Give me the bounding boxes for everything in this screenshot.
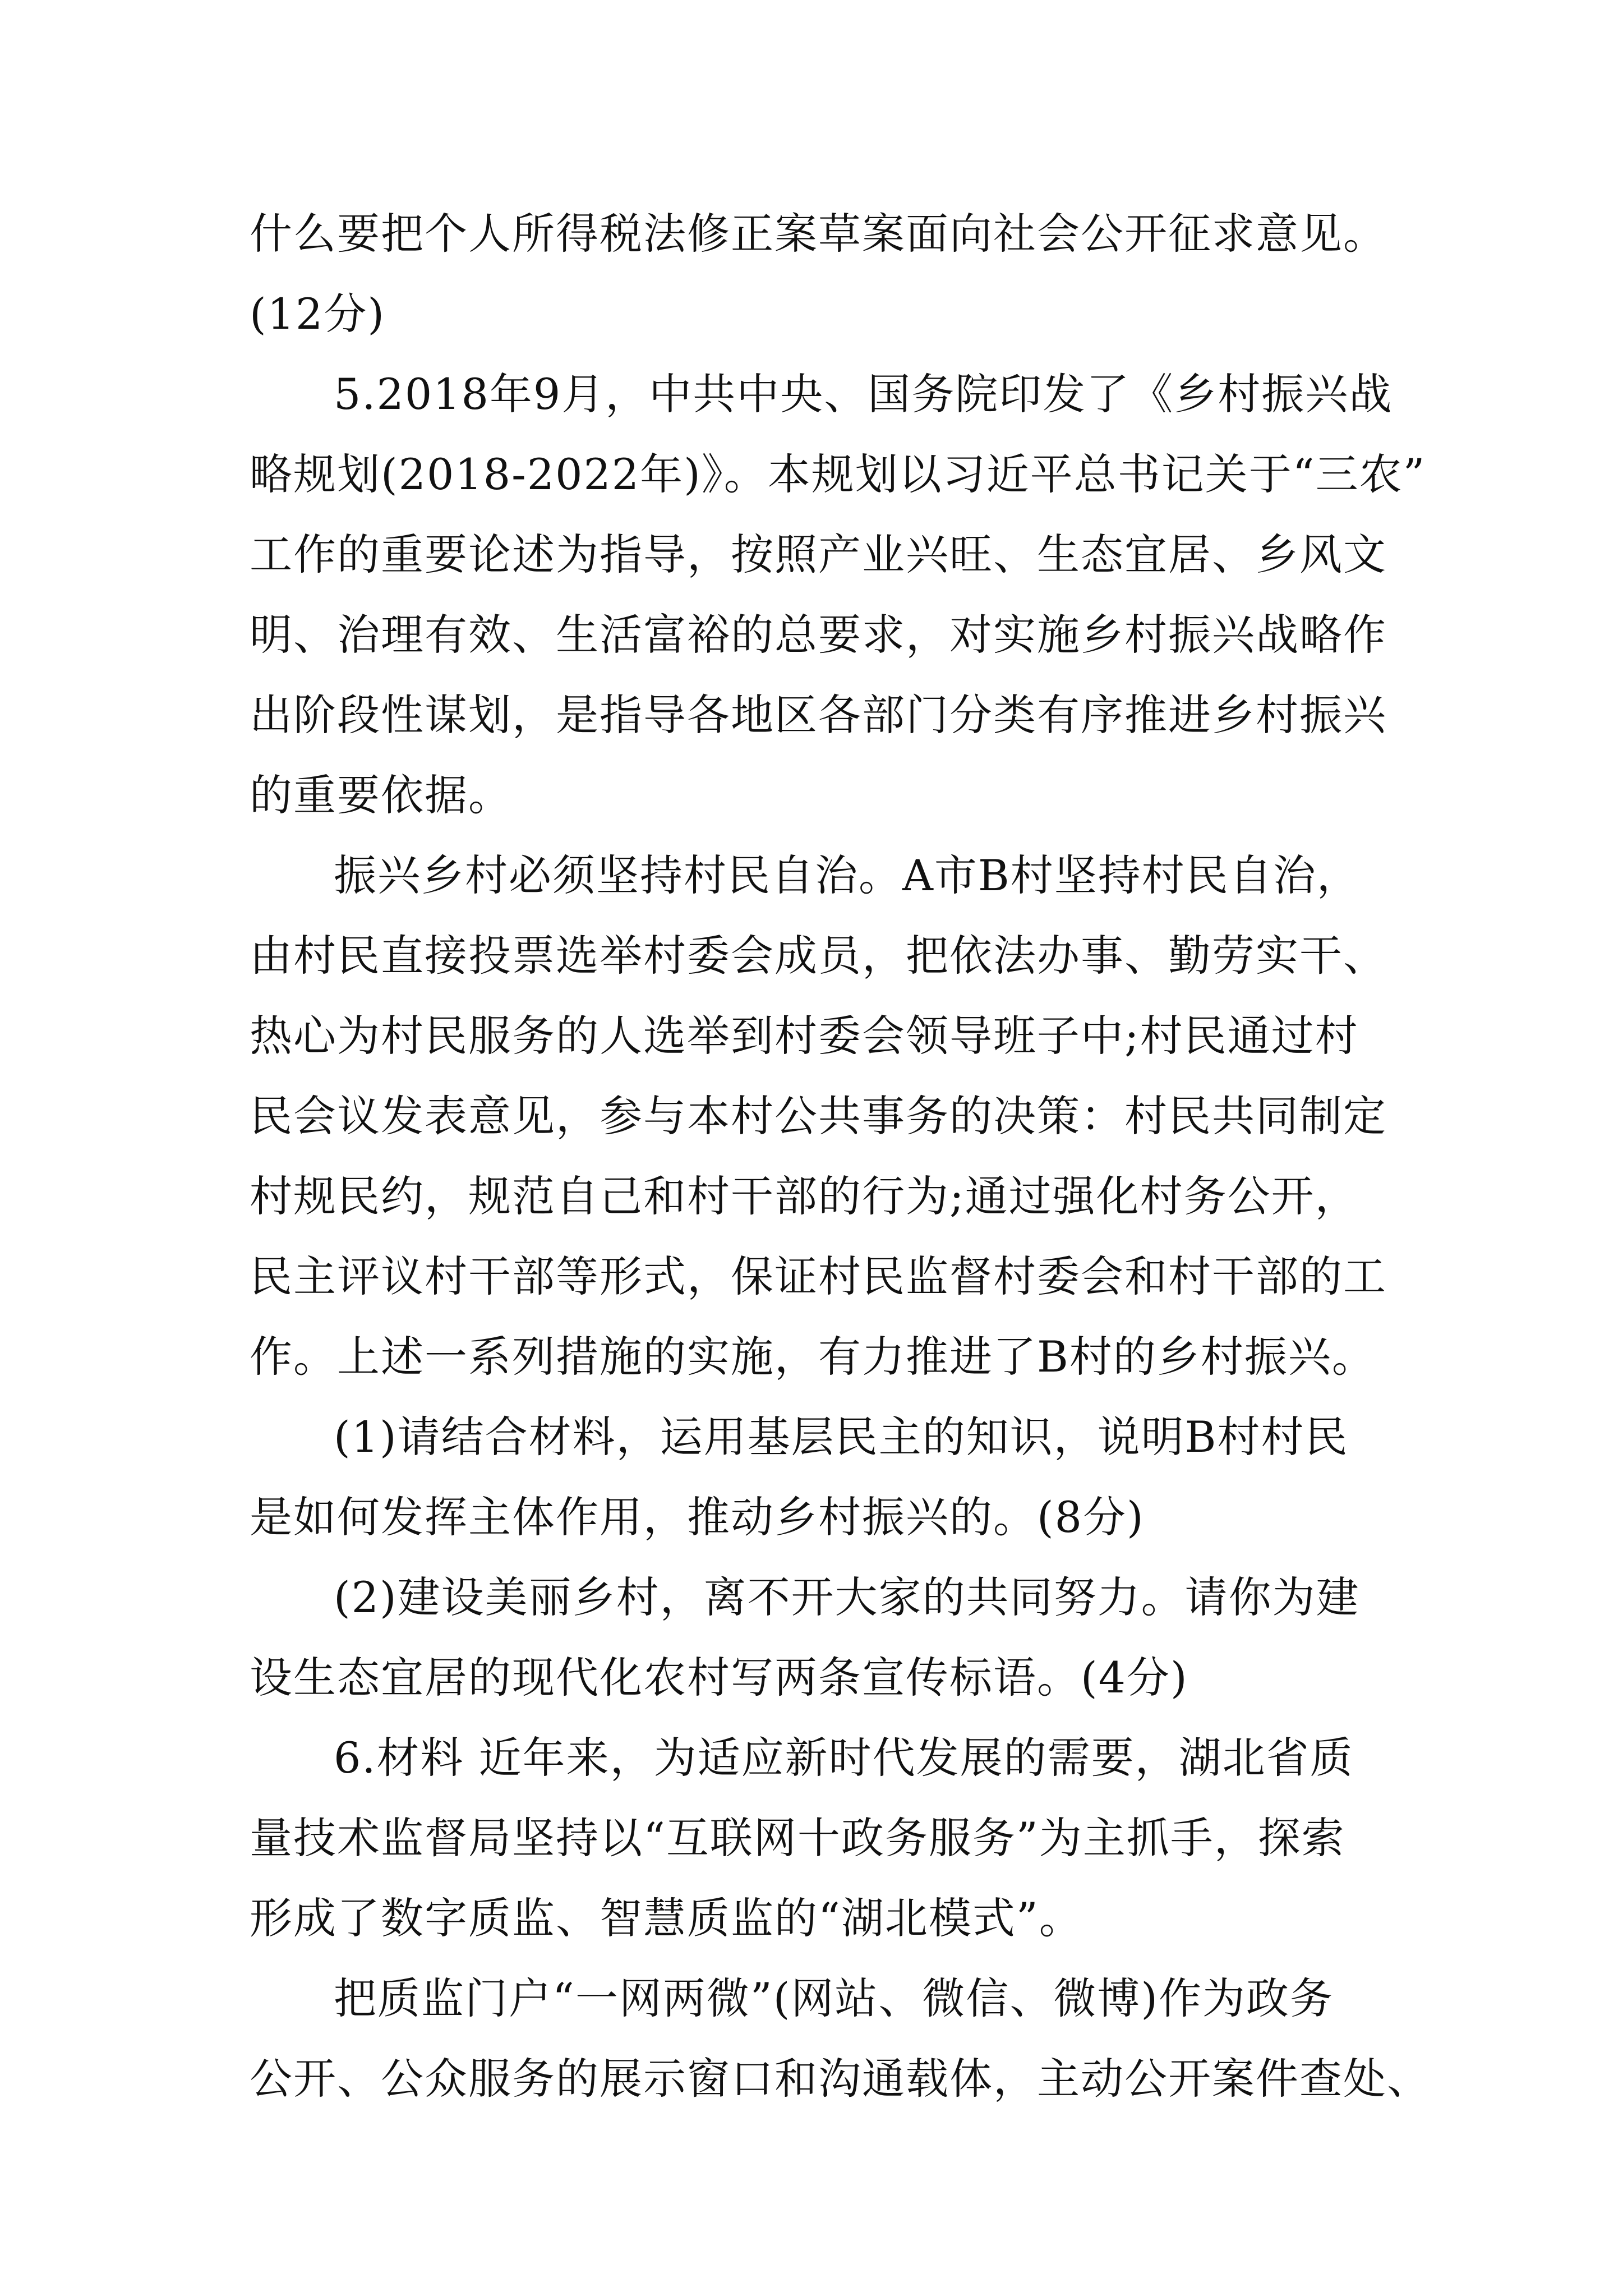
text-line: 民主评议村干部等形式，保证村民监督村委会和村干部的工 <box>250 1251 1387 1301</box>
text-line: 把质监门户“一网两微”(网站、微信、微博)作为政务 <box>334 1973 1334 2023</box>
text-line: 明、治理有效、生活富裕的总要求，对实施乡村振兴战略作 <box>250 610 1387 660</box>
text-line: 形成了数字质监、智慧质监的“湖北模式”。 <box>250 1893 1083 1943</box>
text-line: 是如何发挥主体作用，推动乡村振兴的。(8分) <box>250 1492 1145 1542</box>
text-line: 公开、公众服务的展示窗口和沟通载体，主动公开案件查处、 <box>250 2054 1431 2104</box>
text-line: 民会议发表意见，参与本村公共事务的决策：村民共同制定 <box>250 1091 1387 1141</box>
document-body <box>250 194 1431 2119</box>
text-line: 5.2018年9月，中共中央、国务院印发了《乡村振兴战 <box>334 369 1393 419</box>
text-line: (1)请结合材料，运用基层民主的知识，说明B村村民 <box>334 1412 1349 1462</box>
text-line: (2)建设美丽乡村，离不开大家的共同努力。请你为建 <box>334 1572 1360 1622</box>
text-line: 由村民直接投票选举村委会成员，把依法办事、勤劳实干、 <box>250 931 1387 981</box>
text-line: 振兴乡村必须坚持村民自治。A市B村坚持村民自治， <box>334 850 1361 900</box>
text-line: 出阶段性谋划，是指导各地区各部门分类有序推进乡村振兴 <box>250 690 1387 740</box>
text-line: 热心为村民服务的人选举到村委会领导班子中;村民通过村 <box>250 1011 1359 1061</box>
text-line: 设生态宜居的现代化农村写两条宣传标语。(4分) <box>250 1653 1188 1703</box>
text-line: 工作的重要论述为指导，按照产业兴旺、生态宜居、乡风文 <box>250 530 1387 579</box>
text-line: (12分) <box>250 289 386 339</box>
text-line: 作。上述一系列措施的实施，有力推进了B村的乡村振兴。 <box>250 1332 1376 1382</box>
text-line: 什么要把个人所得税法修正案草案面向社会公开征求意见。 <box>250 209 1387 259</box>
text-line: 的重要依据。 <box>250 770 512 820</box>
text-line: 略规划(2018-2022年)》。本规划以习近平总书记关于“三农” <box>250 449 1426 499</box>
text-line: 量技术监督局坚持以“互联网十政务服务”为主抓手，探索 <box>250 1813 1345 1863</box>
text-line: 村规民约，规范自己和村干部的行为;通过强化村务公开， <box>250 1171 1359 1221</box>
text-line: 6.材料 近年来，为适应新时代发展的需要，湖北省质 <box>334 1733 1354 1783</box>
